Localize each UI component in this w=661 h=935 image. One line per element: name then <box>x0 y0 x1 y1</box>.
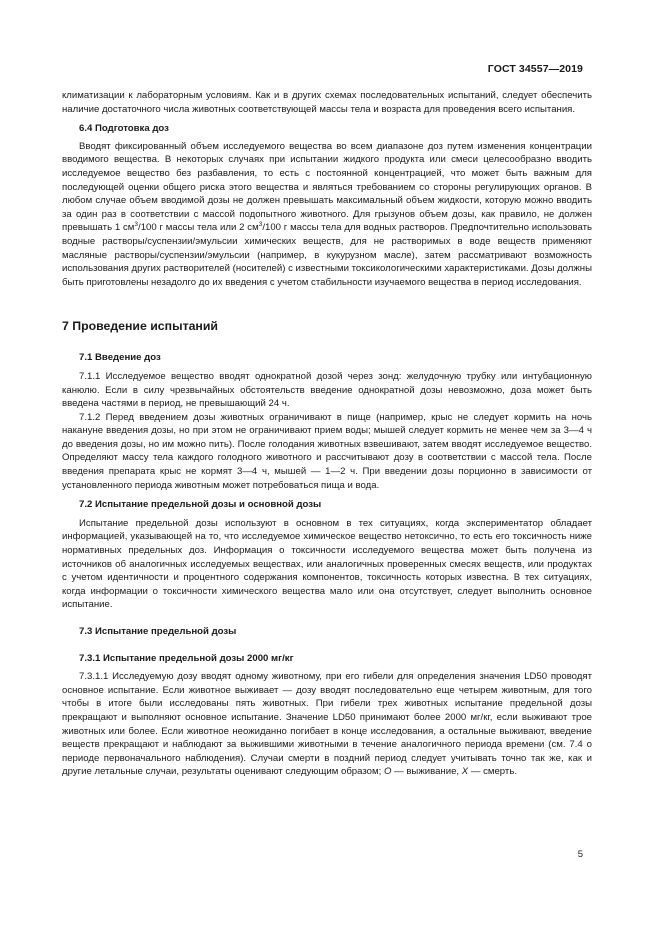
page-number: 5 <box>577 849 583 860</box>
paragraph-7-3-1-1: 7.3.1.1 Исследуемую дозу вводят одному животному, при его гибели для определения значения LD50 проводят основное испытание. Если животное выживает — дозу вводят последовательно еще четырем животным, для того чтобы в итоге были исследованы пять животных. При гибели трех животных испытание предельной дозы прекращают и выполняют основное испытание. Значение LD50 принимают более 2000 мг/кг, если выживают трое животных или более. Если животное неожиданно погибает в конце исследования, а остальные выживают, введение веществ прекращают и наблюдают за выжившими животными в течение аналогичного периода времени (см. 7.4 о периоде первоначального наблюдения). Случаи смерти в поздний период следует учитывать точно так же, как и другие летальные случаи, результаты оценивают следующим образом; О — выживание, Х — смерть. <box>62 671 592 778</box>
section-7-2-heading: 7.2 Испытание предельной дозы и основной дозы <box>79 499 322 511</box>
page-content <box>62 89 592 779</box>
section-6-4-paragraph: Вводят фиксированный объем исследуемого вещества во всем диапазоне доз путем изменения концентрации вводимого вещества. В некоторых случаях при испытании жидкого продукта или смеси целесообразно вводить исследуемое вещество без разбавления, то есть с постоянной концентрацией, что может быть важным для последующей оценки общего риска этого вещества и являться требованием со стороны регулирующих органов. В любом случае объем вводимой дозы не должен превышать максимальный объем жидкости, которую можно вводить за один раз в соответствии с массой подопытного животного. Для грызунов объем дозы, как правило, не должен превышать 1 $см^3/100$ г массы тела или 2 $см^3/100$ г массы тела для водных растворов. Предпочтительно использовать водные растворы/суспензии/эмульсии химических веществ, для не растворимых в воде веществ применяют масляные растворы/суспензии/эмульсии (например, в кукурузном масле), затем рассматривают возможность использования других растворителей (носителей) с известными токсикологическими характеристиками. Дозы должны быть приготовлены незадолго до их введения с учетом стабильности изучаемого вещества в период исследования. <box>62 140 592 288</box>
section-7-heading: 7 Проведение испытаний <box>62 319 218 334</box>
paragraph-7-2: Испытание предельной дозы используют в основном в тех ситуациях, когда экспериментатор обладает информацией, указывающей на то, что исследуемое химическое вещество нетоксично, то есть его токсичность ниже нормативных предельных доз. Информация о токсичности исследуемого вещества может быть получена из источников об аналогичных исследуемых веществах, или аналогичных проверенных смесях веществ, или продуктах с учетом идентичности и процентного содержания компонентов, токсичность которых известна. В тех ситуациях, когда информации о токсичности химического вещества мало или она отсутствует, следует выполнить основное испытание. <box>62 517 592 611</box>
paragraph-7-1-2: 7.1.2 Перед введением дозы животных ограничивают в пище (например, крыс не следует кормить на ночь накануне введения дозы, но при этом не ограничивают прием воды; мышей следует кормить не менее чем за 3—4 ч до введения дозы, но им можно пить). После голодания животных взвешивают, затем вводят исследуемое вещество. Определяют массу тела каждого голодного животного и рассчитывают дозу в соответствии с массой тела. После введения препарата крыс не кормят 3—4 ч, мышей — 1—2 ч. При введении дозы порционно в зависимости от установленного периода животным может потребоваться пища и вода. <box>62 411 592 491</box>
document-code: ГОСТ 34557—2019 <box>487 63 583 75</box>
paragraph-7-1-1: 7.1.1 Исследуемое вещество вводят однократной дозой через зонд: желудочную трубку или интубационную канюлю. Если в силу чрезвычайных обстоятельств введение однократной дозы невозможно, доза может быть введена частями в период, не превышающий 24 ч. <box>62 370 592 410</box>
section-7-1-heading: 7.1 Введение доз <box>79 352 161 364</box>
section-7-3-heading: 7.3 Испытание предельной дозы <box>79 626 237 637</box>
section-7-3-1-heading: 7.3.1 Испытание предельной дозы 2000 мг/кг <box>79 652 294 664</box>
section-6-4-heading: 6.4 Подготовка доз <box>79 123 169 135</box>
continued-paragraph: климатизации к лабораторным условиям. Как и в других схемах последовательных испытаний, следует обеспечить наличие достаточного числа животных соответствующей массы тела и возраста для проведения всего испытания. <box>62 90 592 115</box>
